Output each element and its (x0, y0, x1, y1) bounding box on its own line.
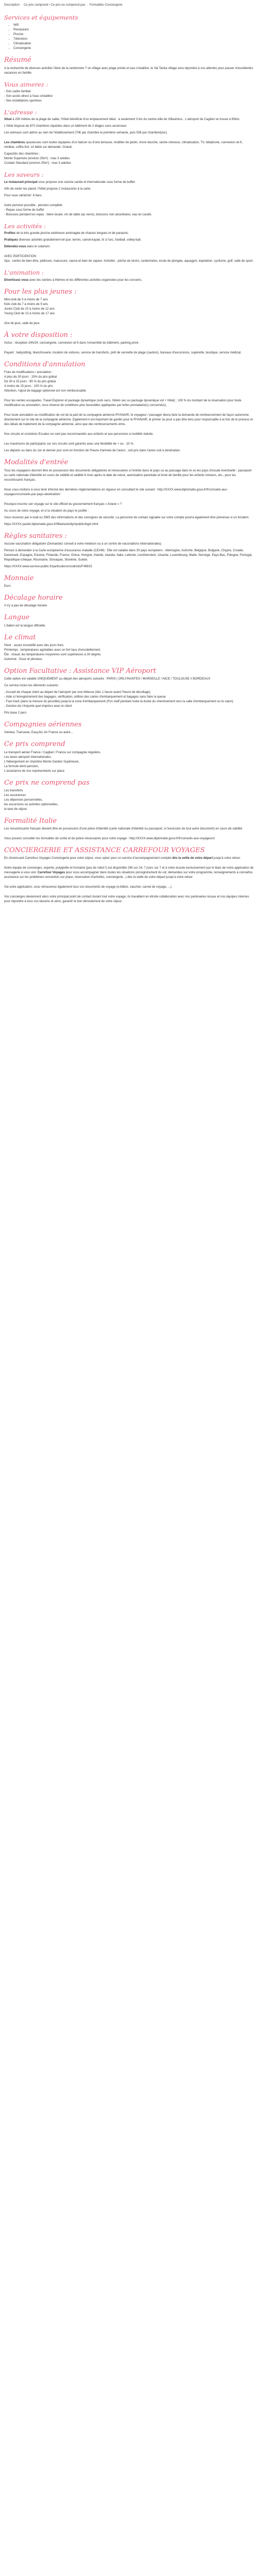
nepas-line: les excursions ou activités optionnelles, (4, 803, 59, 806)
formalites-p2: Nous vous invitons à vous tenir informé des dernières réglementations en vigueur en consultant le site suivant : http://XXXX.www.diplomatie.gouv.fr/fr/conseils-aux-voyageurs/conseils-par-pays-destination/ (4, 488, 228, 496)
service-item: • Conciergerie (13, 46, 254, 51)
nepas-line: Les assurances (4, 793, 26, 797)
resume-text: A la recherche de diverses activités l'âme de la randonnée ? un village avec plage privée et eau cristalline, le Val Tanka village sera répondre à vos attentes pour passer d'excellentes vacances en famille. (4, 66, 253, 75)
aimerez-item: - Son cadre familial (4, 90, 31, 93)
service-item: • Restaurant (13, 28, 254, 32)
activites-paid (4, 255, 254, 264)
activites-bold-2: Pratiquez (4, 239, 19, 242)
activites-p3 (4, 245, 254, 249)
aimerez-list (4, 90, 254, 104)
annulation-heading: Conditions d'annulation (4, 361, 86, 368)
saveurs-bold: Le restaurant principal (4, 180, 38, 184)
annulation-p6: Les départs ou dans du 1er et dernier jour sont en fonction de l'heure d'arrivée de l'avion , soit pris dans l'avion soit à destination. (4, 449, 181, 453)
saveurs-heading: Les saveurs : (4, 171, 44, 179)
climat-lines (4, 643, 254, 662)
conciergerie-p1-b: jusqu'à votre retour. (213, 857, 241, 860)
compagnies-text: Volotea, Transavia, EasyJet, Air France ou autre... (4, 731, 73, 735)
aimerez-item: - Son accès direct à l'eau cristalline (4, 95, 53, 98)
comprend-line: L'hébergement en chambre Monte Garden Supérieure, (4, 760, 79, 764)
annulation-p5: Les maximums de participants sur nos circuits sont garantis avec une flexibilité de + ou - 10 %. (4, 443, 134, 446)
saveurs-pension (4, 204, 254, 217)
assistance-price: Prix base 2 pers (4, 711, 27, 715)
adresse-p1-text: à 200 mètres de la plage de sable, l'hôtel bénéficie d'un emplacement idéal : à seulement 3 km du centre-ville de Villasimius , L'aéroport de Cagliari se trouve à 65km. (11, 118, 240, 122)
conciergerie-p1-bold: dès la veille de votre départ (172, 857, 213, 860)
compagnies-heading: Compagnies aériennes (4, 721, 82, 728)
product-description-page (0, 0, 258, 912)
enfants-heading: Pour les plus jeunes : (4, 287, 77, 296)
comprend-line: L'assistance de nos représentants sur place (4, 769, 64, 773)
chambres-p1 (4, 141, 254, 150)
breadcrumb-description[interactable]: Description (4, 4, 20, 7)
aimerez-heading: Vous aimerez : (4, 80, 49, 88)
fee-line: A plus de 30 jours : 15% du prix global (4, 376, 57, 379)
climat-heading: Le climat (4, 633, 36, 641)
conciergerie-p3: Via votre application, vous retrouverez également tous vos documents de voyage (e-billets, vaucher, carnet de voyage, ...). (4, 886, 173, 889)
assistance-line: - Gestion de n'importe quel imprévu avec le client (4, 705, 72, 708)
activites-p2 (4, 238, 254, 243)
breadcrumb-formalities[interactable]: Formalités Conciergerie (89, 4, 123, 7)
monnaie-text: Euro (4, 585, 11, 588)
assistance-p1: Cette option est valable UNIQUEMENT au départ des aéroports suivants : PARIS ( ORLY/NANTES / MARSEILLE / NICE / TOULOUSE // BORDEAUX (4, 677, 211, 681)
nepas-line: Les dépenses personnelles, (4, 798, 43, 802)
activites-heading: Les activités : (4, 222, 46, 230)
climat-line: Été : chaud, les températures moyennes sont supérieures à 30 degrés. (4, 653, 102, 656)
formalites-link[interactable]: https://XXXX.pastel.diplomatie.gouv.fr/fildariane/dyn/public/login.html (4, 522, 99, 526)
breadcrumb: Description · Ce prix comprend / Ce prix ne comprend pas · Formalités Conciergerie (4, 4, 123, 7)
aimerez-item: - Ses installations sportives (4, 99, 42, 103)
formalites-p3c: Vous recevrez par e-mail ou SMS des informations et des consignes de sécurité. La personne de contact signalée sur votre compte pourra également être prévenue si un incident. (4, 516, 249, 519)
adresse-p2: L'hôtel dispose de 870 chambres réparties dans un bâtiment de 2 étages sans ascenseur. (4, 125, 127, 128)
activites-text-3: dans le solarium. (26, 245, 51, 249)
service-item: • Piscine (13, 32, 254, 37)
fee-line: Frais de modifications / annulation : (4, 371, 53, 375)
comprend-line: Le transport aérien France / Cagliari / France sur compagnie régulière, (4, 751, 101, 754)
breadcrumb-price-includes[interactable]: Ce prix comprend / Ce prix ne comprend pas (24, 4, 86, 7)
enfants-note: Aire de jeux, salle de jeux. (4, 321, 41, 325)
formalites-p1: Tous les voyageurs devront être en possession des documents obligatoires et nécessaires à l'entrée dans le pays ou au passage dans le ou les pays d'escale éventuelle : passeport ou carte nationale d'identité en cours de validité et validité 6 mois après la date de retour, autorisation parentale et livret de famille pour les enfants mineurs, etc., pour les ressortissants français. (4, 469, 252, 482)
capacity-title: Capacités des chambres : (4, 152, 40, 156)
assistance-line: - Aide à l'enregistrement des bagages, vérification, édition des cartes d'embarquement et bagages sans faire la queue (4, 696, 166, 699)
services-heading: Services et équipements (4, 14, 78, 21)
sanitaires-p1: Aucune vaccination obligatoire (Demandez conseil à votre médecin ou à un centre de vaccinations internationales). (4, 542, 163, 546)
disposition-heading: À votre disposition : (4, 331, 73, 339)
sanitaires-heading: Règles sanitaires : (4, 532, 67, 540)
nepas-heading: Ce prix ne comprend pas (4, 778, 90, 787)
annulation-fees (4, 370, 254, 394)
service-item: • Wifi (13, 23, 254, 28)
sanitaires-link[interactable]: https://XXXX.www.service-public.fr/particuliers/vosdroits/F49815 (4, 565, 92, 568)
conciergerie-p1-a: En choisissant Carrefour Voyages Conciergerie pour votre séjour, vous optez pour un service d'accompagnement complet (4, 857, 172, 860)
formalite-italie-p2: Vous pouvez consulter les formalités de sortie et de police nécessaires pour votre voyage : http://XXXX.www.diplomatie.gouv.fr/fr/conseils-aux-voyageurs/ (4, 837, 215, 840)
services-list (4, 23, 254, 51)
pension-line: - Boissons pendant les repas : bière locale, vin de table (au verre), boissons non alcoolisées, eau en carafe. (4, 213, 152, 216)
saveurs-p1 (4, 180, 254, 185)
club-line: Kids club de 7 à moins de 9 ans (4, 302, 49, 306)
capacity-line: Cosbah Standard (environ 25m²) : max 3 adultes (4, 162, 71, 165)
saveurs-p3: Pour vous rafraîchir: 6 bars. (4, 194, 43, 197)
activites-bold-1: Profitez (4, 232, 16, 235)
formalite-italie-p1: Les ressortissants français doivent être en possession d'une pièce d'identité (carte nationale d'identité ou passeport, à l'exclusion de tout autre document) en cours de validité. (4, 827, 243, 831)
assistance-heading: Option Facultative : Assistance VIP Aéroport (4, 667, 156, 675)
animation-heading: L'animation : (4, 269, 44, 277)
activites-text-2: diverses activités gratuitement tel que: tennis, canoë-kayak, tir à l'arc, football, volley-ball. (18, 239, 141, 242)
adresse-p1-bold: Situé (4, 118, 12, 122)
conciergerie-p2-b: pour vous accompagner dans toutes les situations (enregistrement du vol, demandes sur votre programme, renseignements à connaître, assistance sur les problèmes rencontrés sur place, réservation d'activités, conciergerie...) dès la veille de votre départ jusqu'à votre retour. (4, 871, 253, 879)
animation-bold: Divertissez vous (4, 278, 29, 282)
nepas-line: la taxe de séjour. (4, 807, 28, 811)
animation-text: avec les soirées à thèmes et les différentes activités organisées pour les concerts. (28, 278, 142, 282)
service-item: • Climatisation (13, 42, 254, 46)
chambres-capacities (4, 152, 254, 166)
conciergerie-p4: Vos concierges deviennent alors votre principal point de contact durant tout votre voyage, ils travaillent en étroite collaboration avec nos partenaires locaux et nos équipes internes pour répondre à tous vos besoins et ainsi, garantir le bon déroulement de votre séjour. (4, 895, 249, 904)
chambres-bold: Les chambres (4, 141, 25, 145)
fee-line: De 30 à 15 jours : 85 % du prix global (4, 380, 56, 384)
climat-line: Printemps : températures agréables avec un fort taux d'ensoleillement. (4, 648, 101, 652)
adresse-p3: Les animaux sont admis au sein de l'établissement (70€ par chambre la première semaine, puis 50€ par chambre/jour). (4, 131, 168, 135)
annulation-p2: Pour les ventes escapades, Travel Explorer et package dynamique (vols secs, hôtels sec ou package dynamique vol + hôtel) : 100 % du montant de la réservation pour toute modification ou annulation, sous réserve de conditions plus favorables appliquées par le/les prestataire(s) concerné(s). (4, 399, 241, 408)
monnaie-heading: Monnaie (4, 574, 34, 582)
langue-text: L'italien est la langue officielle. (4, 624, 46, 628)
adresse-heading: L'adresse : (4, 109, 37, 116)
adresse-p1 (4, 117, 254, 122)
assistance-p2: Ce service inclus les éléments suivants : (4, 684, 60, 687)
comprend-line: La formule demi pension, (4, 765, 39, 768)
resume-heading: Résumé (4, 56, 31, 64)
sanitaires-p2: Pensez à demander à la Carte européenne d'assurance maladie (CEAM) : Elle est valable dans 30 pays européens : Allemagne, Autriche, Belgique, Bulgarie, Chypre, Croatie, Danemark, Espagne, Estonie, Finlande, France, Grèce, Hongrie, Irlande, Islande, Italie, Lettonie, Liechtenstein, Lituanie, Luxembourg, Malte, Norvège, Pays-Bas, Pologne, Portugal, République tchèque, Roumanie, Slovaquie, Slovénie, Suède. (4, 549, 252, 562)
disposition-included: Inclus : réception 24h/24, conciergerie, connexion wi-fi dans l'ensemble du bâtiment, parking privé. (4, 342, 139, 345)
conciergerie-heading: CONCIERGERIE ET ASSISTANCE CARREFOUR VOYAGES (4, 846, 205, 854)
annulation-p3: Pour toute annulation ou modification de vol de la part de la compagnie aérienne RYANAIR, le voyageur / passager devra faire la demande de remboursement de façon autonome directement sur le site de la compagnie aérienne. Egalement il est important de garder pour le RYANAIR, le primer ou pour a pas être tenu pour responsable à la fois de le process et des délais de traitement de la compagnie aérienne, ainsi que des remboursements émis. (4, 414, 253, 427)
assistance-lines (4, 690, 254, 709)
saveurs-p2: Afin de varier les plaisir, l'hôtel propose 2 restaurants à la carte. (4, 187, 91, 191)
decalage-heading: Décalage horaire (4, 594, 63, 602)
pension-line: - Repas sous forme de buffet (4, 208, 44, 212)
formalites-p3: Pourquoi inscrire son voyage sur le site officiel du gouvernement français « Ariane » ? (4, 502, 122, 506)
saveurs-text: vous propose une cuisine variée et internationale sous forme de buffet. (37, 180, 136, 184)
conciergerie-p2-a: Notre équipe de concierges, experte, polyglotte et humaine (pas de robot !) est disponible 24h sur 24, 7 jours sur 7 et à votre écoute exclusivement par le biais de notre application de messagerie à vous voir. (4, 867, 254, 875)
activites-paid-title: AVEC PARTICIPATION (4, 255, 37, 259)
conciergerie-p1 (4, 856, 254, 861)
assistance-line: - Accueil de chaque client au départ de l'aéroport par une hôtesse (dès 1 heure avant l'heure de décollage) (4, 691, 151, 694)
club-line: Mini-club de 3 à moins de 7 ans (4, 298, 48, 301)
service-item: • Télévision (13, 37, 254, 42)
comprend-lines (4, 751, 254, 774)
decalage-text: Il n'y a pas de décalage horaire (4, 604, 47, 608)
langue-heading: Langue (4, 614, 30, 622)
formalites-p3b: Au cours de votre voyage, et si la situation du pays le justifie : (4, 509, 89, 513)
activites-text-1: de la très grande piscine extérieure aménagée de chaises longues et de parasols. (15, 232, 129, 235)
activites-bold-3: Détendez-vous (4, 245, 26, 249)
comprend-line: Les taxes aéroport internationales, (4, 755, 52, 759)
club-line: Young Club de 13 à moins de 17 ans (4, 312, 55, 315)
activites-paid-text: Spa : centre de bien-être, pédicure, manucure, sauna et bain de vapeur. Activités : pêche de loisirs, randonnées, école de plongée, aquagym, équitation, cyclisme, golf, salle de sport. (4, 260, 254, 263)
conciergerie-p2-bold: Carrefour Voyages (37, 871, 65, 875)
animation-p1 (4, 278, 254, 283)
formalite-italie-heading: Formalité Italie (4, 817, 57, 825)
fee-line: Attention, l'ajout de bagage optionnel est non remboursable. (4, 389, 87, 393)
formalites-heading: Modalités d'entrée (4, 459, 69, 467)
capacity-line: Monte Superiore (environ 25m²) : max 3 adultes (4, 157, 70, 161)
club-line: Junior Club de 10 à moins de 12 ans (4, 307, 55, 311)
annulation-p4: Nos circuits et croisières Escales ne sont pas recommandés aux enfants et aux personnes à mobilité réduite. (4, 433, 154, 436)
disposition-paid: Payant : babysitting, blanchisserie, location de voitures, service de transferts, prêt de serviette de plage (caution), bureaux d'excursions, supérette, boutique, service médical. (4, 351, 242, 354)
nepas-line: Les transferts (4, 789, 23, 792)
conciergerie-p2 (4, 866, 254, 880)
nepas-lines (4, 789, 254, 812)
climat-line: Hiver : assez ensoleillé avec des jours frais. (4, 643, 64, 647)
assistance-line: - Fast track (dans la mesure du possible) jusqu'à la zone d'embarquement (Fun staff pendant toute la durée du cheminement vers la salle d'embarquement ou le salon) (4, 700, 233, 703)
comprend-heading: Ce prix comprend (4, 740, 66, 749)
climat-line: Automne : Doux et pluvieux. (4, 657, 43, 661)
pension-title: Autre pension possible : pension complète (4, 204, 62, 207)
enfants-list (4, 298, 254, 316)
fee-line: A moins de 15 jours : 100 % du prix (4, 385, 53, 388)
activites-p1 (4, 231, 254, 236)
chambres-text: spacieuses sont toutes équipées d'un balcon ou d'une terrasse, mobilier de jardin, d'une douche, sèche-cheveux, climatisation, TV, téléphone, connexion wi-fi, minibar, coffre-fort. Lit bébé sur demande. Gratuit. (4, 141, 243, 149)
